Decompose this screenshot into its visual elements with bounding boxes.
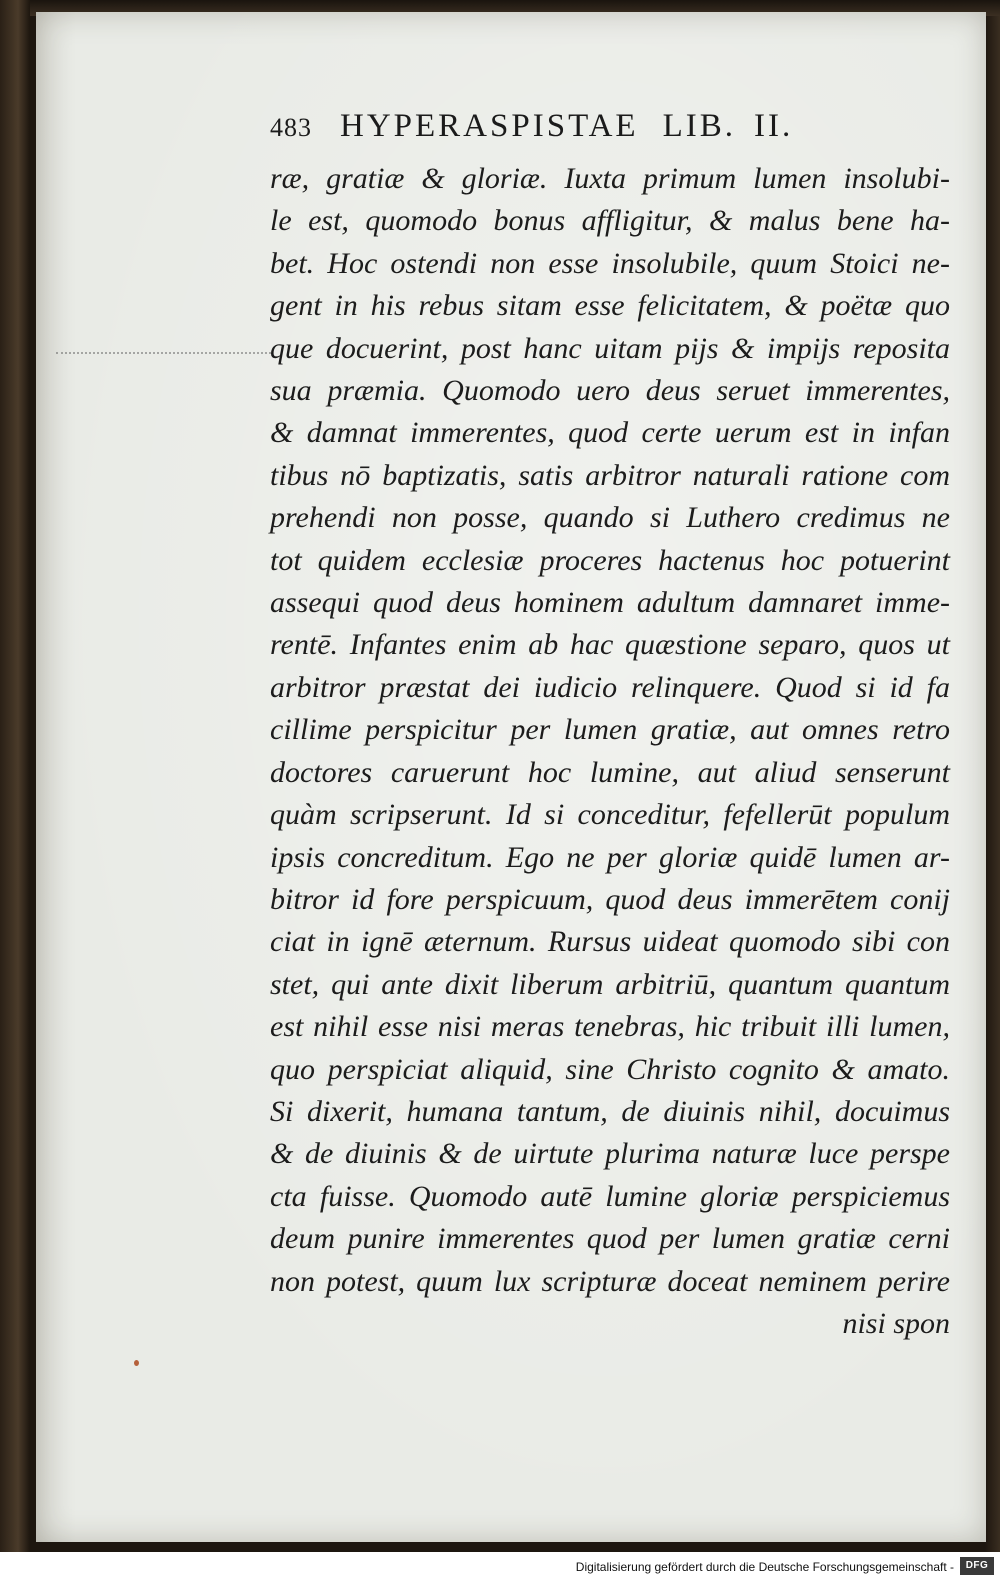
text-line: deum punire immerentes quod per lumen gratiæ cerni: [270, 1222, 950, 1256]
text-line: sua præmia. Quomodo uero deus seruet immerentes,: [270, 374, 950, 408]
text-line: bitror id fore perspicuum, quod deus immerētem conij: [270, 882, 950, 916]
text-line: ciat in ignē æternum. Rursus uideat quomodo sibi con: [270, 925, 950, 959]
text-line: gent in his rebus sitam esse felicitatem, & poëtæ quo: [270, 289, 950, 323]
text-line: ipsis concreditum. Ego ne per gloriæ quidē lumen ar-: [270, 840, 950, 874]
running-head: [270, 108, 970, 150]
text-line: tibus nō baptizatis, satis arbitror naturali ratione com: [270, 458, 950, 492]
text-line: quo perspiciat aliquid, sine Christo cognito & amato.: [270, 1052, 950, 1086]
text-line: quàm scripserunt. Id si conceditur, fefellerūt populum: [270, 798, 950, 832]
text-line: doctores caruerunt hoc lumine, aut aliud senserunt: [270, 755, 950, 789]
text-line: & de diuinis & de uirtute plurima naturæ luce perspe: [270, 1137, 950, 1171]
paper-speck: [134, 1360, 139, 1366]
text-line: tot quidem ecclesiæ proceres hactenus hoc potuerint: [270, 543, 950, 577]
dfg-logo: DFG: [960, 1557, 994, 1575]
text-line: non potest, quum lux scripturæ doceat neminem perire: [270, 1264, 950, 1298]
funding-note: Digitalisierung gefördert durch die Deutsche Forschungsgemeinschaft -: [575, 1560, 954, 1574]
text-line: cillime perspicitur per lumen gratiæ, aut omnes retro: [270, 713, 950, 747]
page-number: 483: [270, 113, 312, 142]
footer: [0, 1552, 1000, 1583]
text-line: prehendi non posse, quando si Luthero credimus ne: [270, 501, 950, 535]
text-line: Si dixerit, humana tantum, de diuinis nihil, docuimus: [270, 1094, 950, 1128]
text-line: stet, qui ante dixit liberum arbitriū, quantum quantum: [270, 967, 950, 1001]
text-line: cta fuisse. Quomodo autē lumine gloriæ perspiciemus: [270, 1179, 950, 1213]
text-line: rentē. Infantes enim ab hac quæstione separo, quos ut: [270, 628, 950, 662]
text-line: bet. Hoc ostendi non esse insolubile, quum Stoici ne-: [270, 246, 950, 280]
running-head-book: II.: [754, 108, 794, 144]
margin-dotted-line: [56, 352, 271, 356]
text-line: assequi quod deus hominem adultum damnaret imme-: [270, 586, 950, 620]
catchword: nisi spon: [842, 1306, 950, 1340]
text-line: que docuerint, post hanc uitam pijs & impijs reposita: [270, 331, 950, 365]
body-text: [270, 158, 950, 1345]
running-head-lib: LIB.: [662, 108, 736, 144]
text-line: le est, quomodo bonus affligitur, & malus bene ha-: [270, 204, 950, 238]
running-head-title: HYPERASPISTAE: [340, 108, 639, 144]
text-line: ræ, gratiæ & gloriæ. Iuxta primum lumen insolubi-: [270, 162, 950, 195]
text-line: est nihil esse nisi meras tenebras, hic tribuit illi lumen,: [270, 1010, 950, 1044]
text-line: arbitror præstat dei iudicio relinquere. Quod si id fa: [270, 670, 950, 704]
text-line: & damnat immerentes, quod certe uerum est in infan: [270, 416, 950, 450]
